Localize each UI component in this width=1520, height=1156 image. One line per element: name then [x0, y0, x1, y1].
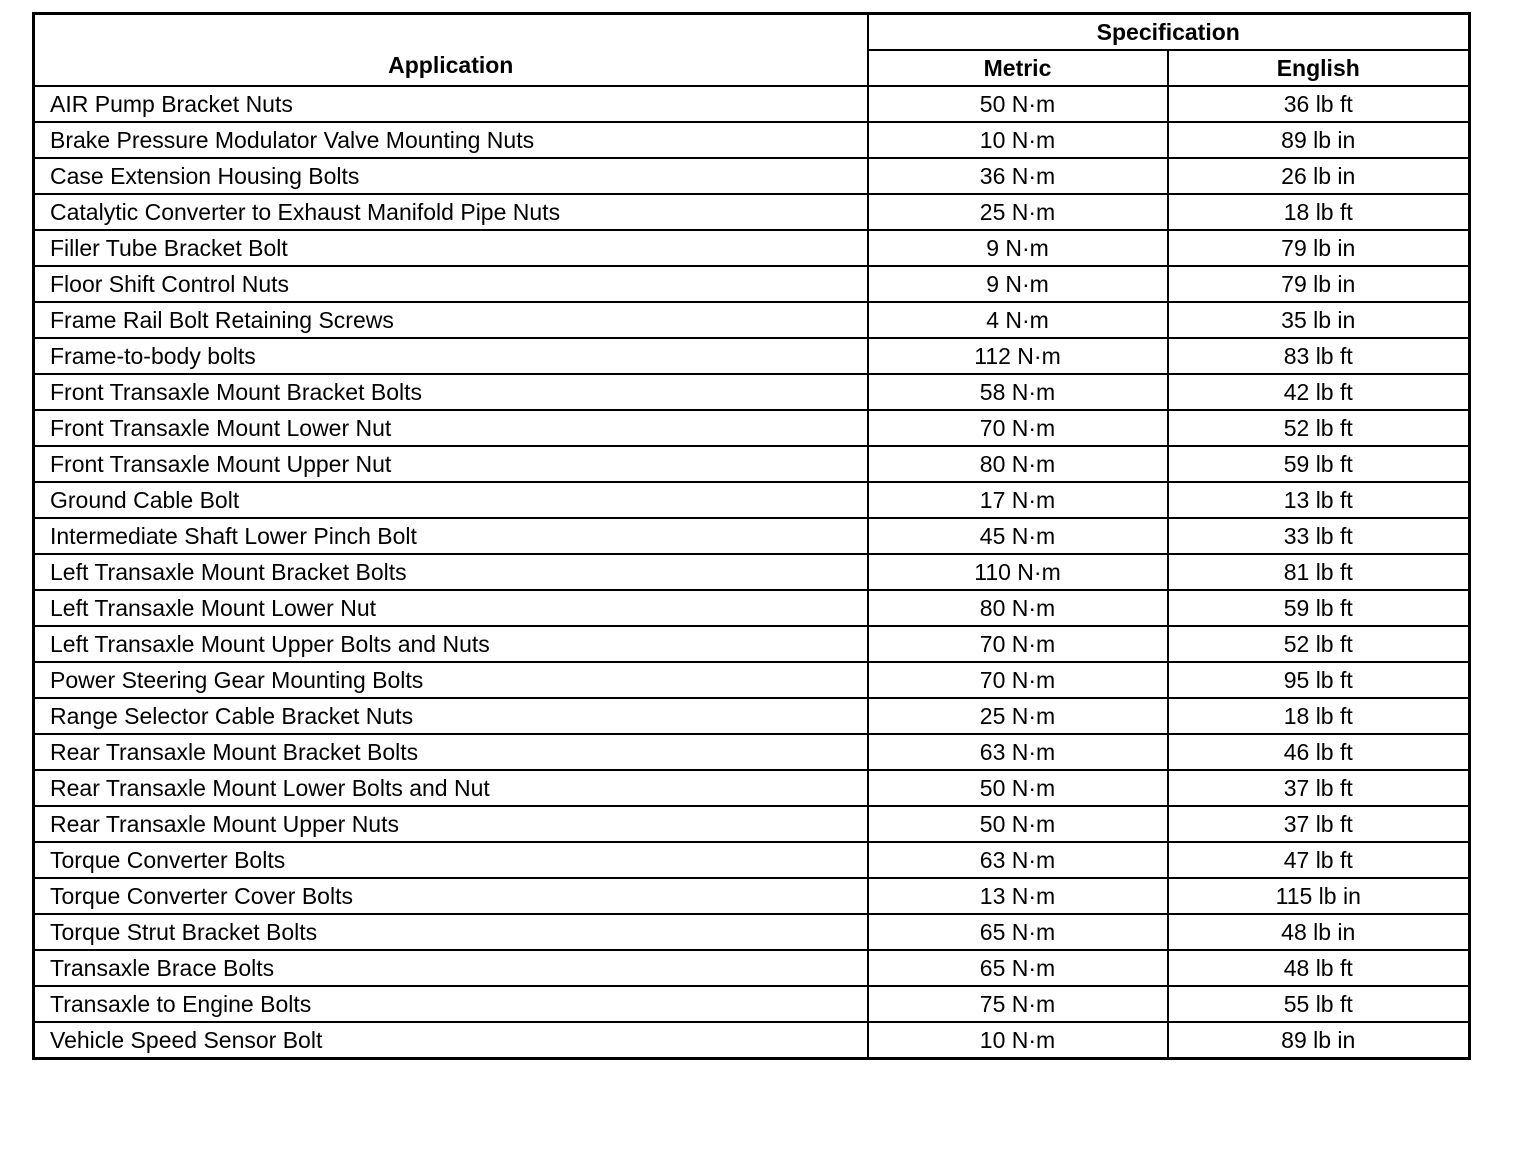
english-cell: 18 lb ft — [1168, 698, 1470, 734]
metric-cell: 10 N·m — [868, 1022, 1168, 1059]
metric-cell: 10 N·m — [868, 122, 1168, 158]
application-cell: Front Transaxle Mount Upper Nut — [34, 446, 868, 482]
english-cell: 37 lb ft — [1168, 770, 1470, 806]
application-cell: Left Transaxle Mount Bracket Bolts — [34, 554, 868, 590]
metric-cell: 58 N·m — [868, 374, 1168, 410]
metric-cell: 70 N·m — [868, 662, 1168, 698]
table-row — [34, 194, 1470, 230]
metric-cell: 50 N·m — [868, 806, 1168, 842]
table-row — [34, 482, 1470, 518]
application-cell: Frame-to-body bolts — [34, 338, 868, 374]
application-cell: Intermediate Shaft Lower Pinch Bolt — [34, 518, 868, 554]
english-cell: 52 lb ft — [1168, 410, 1470, 446]
english-cell: 48 lb in — [1168, 914, 1470, 950]
application-cell: Rear Transaxle Mount Upper Nuts — [34, 806, 868, 842]
metric-cell: 63 N·m — [868, 842, 1168, 878]
table-row — [34, 446, 1470, 482]
table-row — [34, 554, 1470, 590]
metric-cell: 65 N·m — [868, 950, 1168, 986]
application-cell: Filler Tube Bracket Bolt — [34, 230, 868, 266]
table-row — [34, 914, 1470, 950]
metric-cell: 75 N·m — [868, 986, 1168, 1022]
english-cell: 115 lb in — [1168, 878, 1470, 914]
english-cell: 48 lb ft — [1168, 950, 1470, 986]
application-cell: AIR Pump Bracket Nuts — [34, 86, 868, 122]
metric-cell: 80 N·m — [868, 590, 1168, 626]
metric-cell: 63 N·m — [868, 734, 1168, 770]
table-row — [34, 662, 1470, 698]
application-cell: Torque Converter Cover Bolts — [34, 878, 868, 914]
english-cell: 33 lb ft — [1168, 518, 1470, 554]
table-row — [34, 770, 1470, 806]
metric-cell: 50 N·m — [868, 770, 1168, 806]
table-row — [34, 734, 1470, 770]
english-cell: 59 lb ft — [1168, 590, 1470, 626]
english-cell: 35 lb in — [1168, 302, 1470, 338]
application-cell: Floor Shift Control Nuts — [34, 266, 868, 302]
english-cell: 36 lb ft — [1168, 86, 1470, 122]
application-cell: Brake Pressure Modulator Valve Mounting Nuts — [34, 122, 868, 158]
table-row — [34, 158, 1470, 194]
table-row — [34, 1022, 1470, 1059]
table-row — [34, 302, 1470, 338]
english-cell: 46 lb ft — [1168, 734, 1470, 770]
application-cell: Case Extension Housing Bolts — [34, 158, 868, 194]
table-row — [34, 590, 1470, 626]
table-row — [34, 698, 1470, 734]
table-row — [34, 374, 1470, 410]
english-cell: 26 lb in — [1168, 158, 1470, 194]
header-row-top — [34, 14, 1470, 51]
table-row — [34, 266, 1470, 302]
application-cell: Torque Strut Bracket Bolts — [34, 914, 868, 950]
application-cell: Catalytic Converter to Exhaust Manifold Pipe Nuts — [34, 194, 868, 230]
metric-cell: 25 N·m — [868, 194, 1168, 230]
english-cell: 59 lb ft — [1168, 446, 1470, 482]
application-cell: Left Transaxle Mount Upper Bolts and Nuts — [34, 626, 868, 662]
english-cell: 55 lb ft — [1168, 986, 1470, 1022]
table-row — [34, 986, 1470, 1022]
table-row — [34, 950, 1470, 986]
metric-cell: 9 N·m — [868, 230, 1168, 266]
metric-cell: 50 N·m — [868, 86, 1168, 122]
metric-cell: 45 N·m — [868, 518, 1168, 554]
table-row — [34, 122, 1470, 158]
table-row — [34, 518, 1470, 554]
application-cell: Transaxle Brace Bolts — [34, 950, 868, 986]
table-header — [34, 14, 1470, 87]
english-cell: 95 lb ft — [1168, 662, 1470, 698]
english-cell: 83 lb ft — [1168, 338, 1470, 374]
english-cell: 81 lb ft — [1168, 554, 1470, 590]
metric-cell: 110 N·m — [868, 554, 1168, 590]
application-cell: Range Selector Cable Bracket Nuts — [34, 698, 868, 734]
application-cell: Frame Rail Bolt Retaining Screws — [34, 302, 868, 338]
specification-header: Specification — [868, 14, 1470, 51]
table-row — [34, 86, 1470, 122]
english-cell: 52 lb ft — [1168, 626, 1470, 662]
english-cell: 18 lb ft — [1168, 194, 1470, 230]
table-row — [34, 878, 1470, 914]
application-cell: Vehicle Speed Sensor Bolt — [34, 1022, 868, 1059]
table-row — [34, 806, 1470, 842]
metric-cell: 13 N·m — [868, 878, 1168, 914]
english-header: English — [1168, 50, 1470, 86]
application-cell: Front Transaxle Mount Lower Nut — [34, 410, 868, 446]
english-cell: 89 lb in — [1168, 122, 1470, 158]
metric-cell: 112 N·m — [868, 338, 1168, 374]
english-cell: 47 lb ft — [1168, 842, 1470, 878]
english-cell: 37 lb ft — [1168, 806, 1470, 842]
application-cell: Ground Cable Bolt — [34, 482, 868, 518]
metric-cell: 25 N·m — [868, 698, 1168, 734]
table-body — [34, 86, 1470, 1059]
metric-cell: 70 N·m — [868, 410, 1168, 446]
english-cell: 89 lb in — [1168, 1022, 1470, 1059]
table-row — [34, 842, 1470, 878]
application-cell: Power Steering Gear Mounting Bolts — [34, 662, 868, 698]
table-row — [34, 410, 1470, 446]
application-header: Application — [34, 14, 868, 87]
metric-cell: 17 N·m — [868, 482, 1168, 518]
english-cell: 79 lb in — [1168, 230, 1470, 266]
table-row — [34, 626, 1470, 662]
application-cell: Torque Converter Bolts — [34, 842, 868, 878]
table-row — [34, 230, 1470, 266]
metric-cell: 80 N·m — [868, 446, 1168, 482]
metric-cell: 65 N·m — [868, 914, 1168, 950]
english-cell: 79 lb in — [1168, 266, 1470, 302]
application-cell: Left Transaxle Mount Lower Nut — [34, 590, 868, 626]
application-cell: Rear Transaxle Mount Bracket Bolts — [34, 734, 868, 770]
torque-spec-table — [32, 12, 1471, 1060]
metric-cell: 4 N·m — [868, 302, 1168, 338]
application-cell: Rear Transaxle Mount Lower Bolts and Nut — [34, 770, 868, 806]
metric-cell: 9 N·m — [868, 266, 1168, 302]
application-cell: Transaxle to Engine Bolts — [34, 986, 868, 1022]
english-cell: 42 lb ft — [1168, 374, 1470, 410]
english-cell: 13 lb ft — [1168, 482, 1470, 518]
metric-cell: 70 N·m — [868, 626, 1168, 662]
metric-header: Metric — [868, 50, 1168, 86]
metric-cell: 36 N·m — [868, 158, 1168, 194]
application-cell: Front Transaxle Mount Bracket Bolts — [34, 374, 868, 410]
table-row — [34, 338, 1470, 374]
